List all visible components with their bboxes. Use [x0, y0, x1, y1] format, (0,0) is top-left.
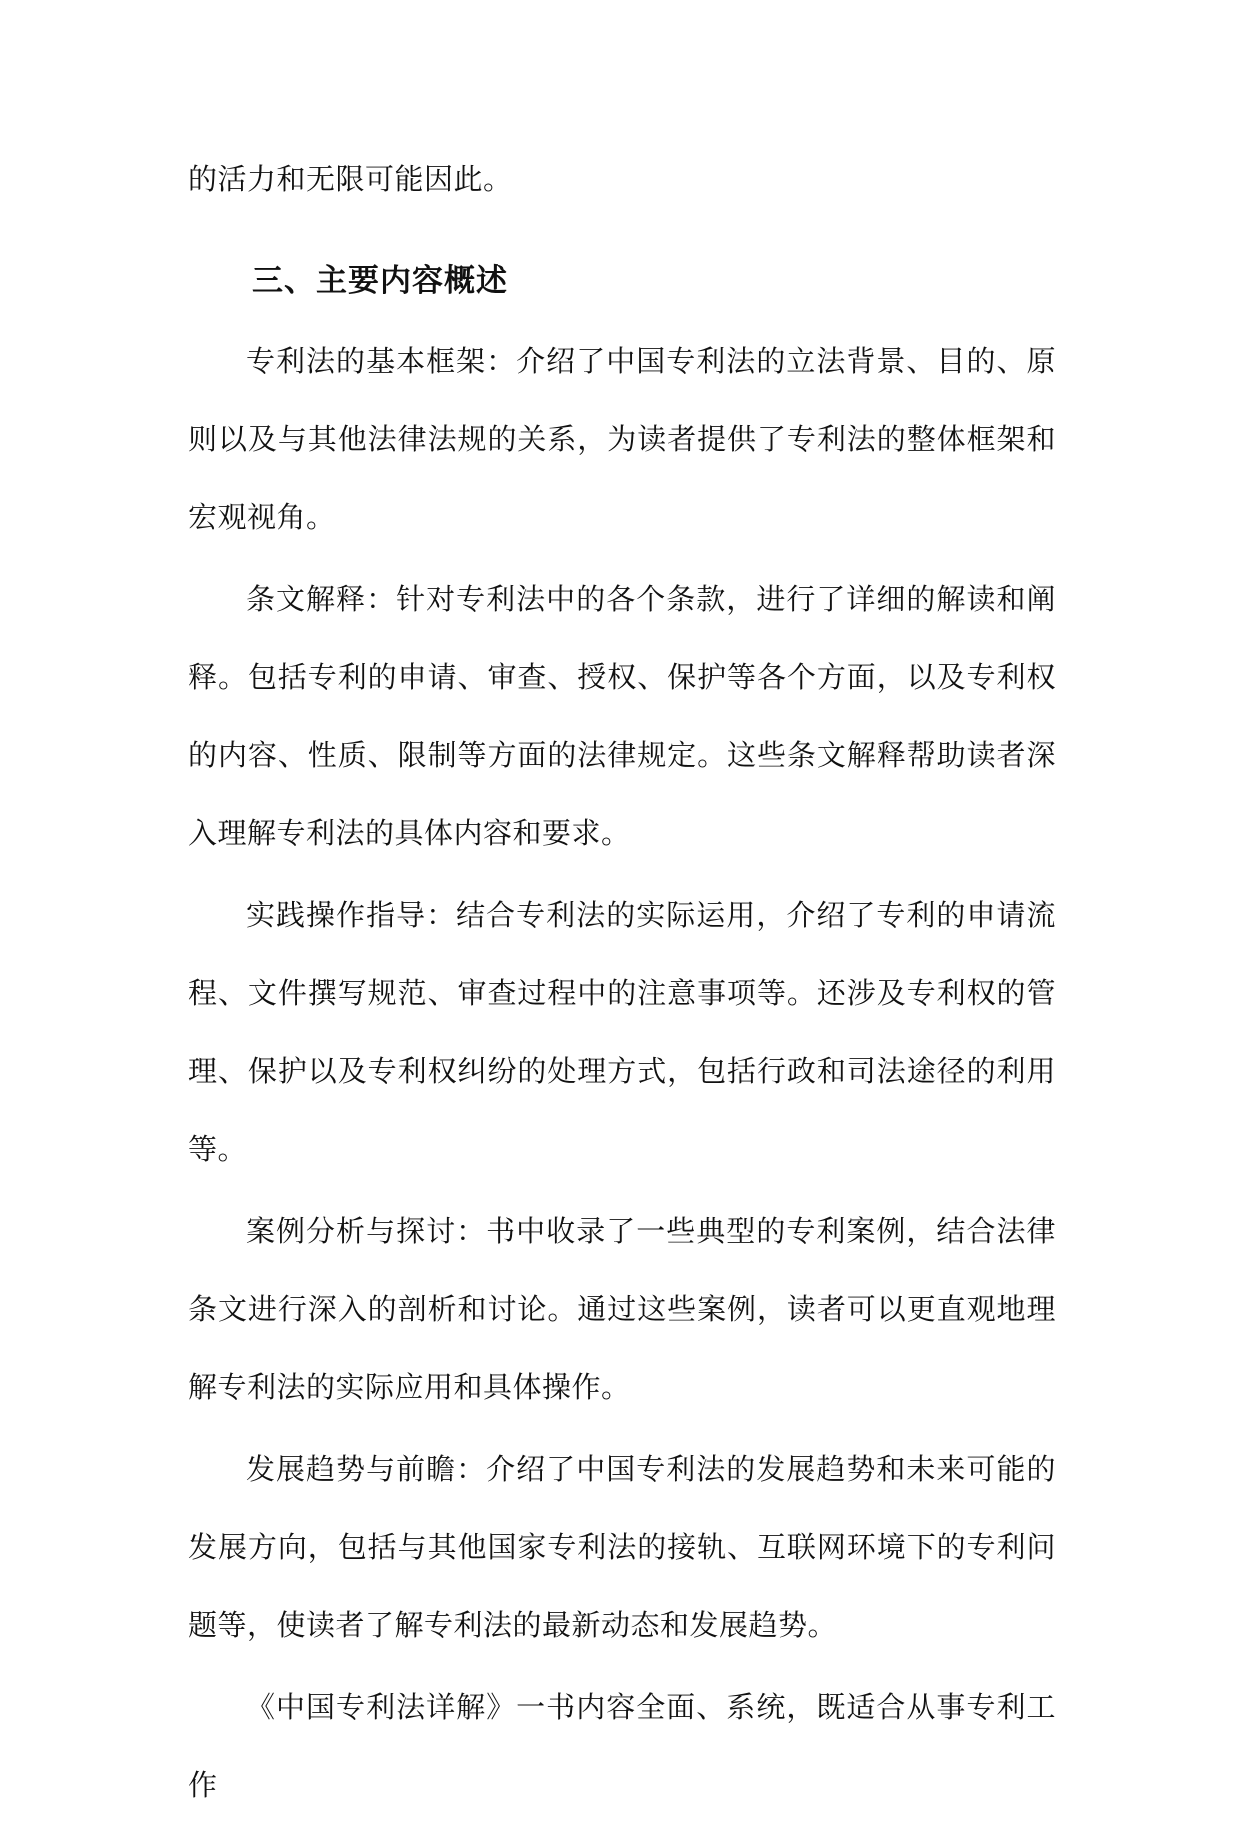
section-heading: 三、主要内容概述	[252, 263, 508, 299]
continuation-line: 的活力和无限可能因此。	[188, 162, 513, 196]
paragraph-practice-guidance: 实践操作指导：结合专利法的实际运用，介绍了专利的申请流程、文件撰写规范、审查过程中的注意事项等。还涉及专利权的管理、保护以及专利权纠纷的处理方式，包括行政和司法途径的利用等。	[188, 898, 1056, 1166]
paragraph-book-summary: 《中国专利法详解》一书内容全面、系统，既适合从事专利工作	[188, 1690, 1056, 1802]
paragraph-framework: 专利法的基本框架：介绍了中国专利法的立法背景、目的、原则以及与其他法律法规的关系，为读者提供了专利法的整体框架和宏观视角。	[188, 344, 1056, 534]
paragraph-case-analysis: 案例分析与探讨：书中收录了一些典型的专利案例，结合法律条文进行深入的剖析和讨论。通过这些案例，读者可以更直观地理解专利法的实际应用和具体操作。	[188, 1214, 1056, 1404]
document-body	[188, 140, 1056, 1824]
paragraph-development-trends: 发展趋势与前瞻：介绍了中国专利法的发展趋势和未来可能的发展方向，包括与其他国家专利法的接轨、互联网环境下的专利问题等，使读者了解专利法的最新动态和发展趋势。	[188, 1452, 1056, 1642]
paragraph-article-interpretation: 条文解释：针对专利法中的各个条款，进行了详细的解读和阐释。包括专利的申请、审查、授权、保护等各个方面，以及专利权的内容、性质、限制等方面的法律规定。这些条文解释帮助读者深入理解专利法的具体内容和要求。	[188, 582, 1056, 850]
